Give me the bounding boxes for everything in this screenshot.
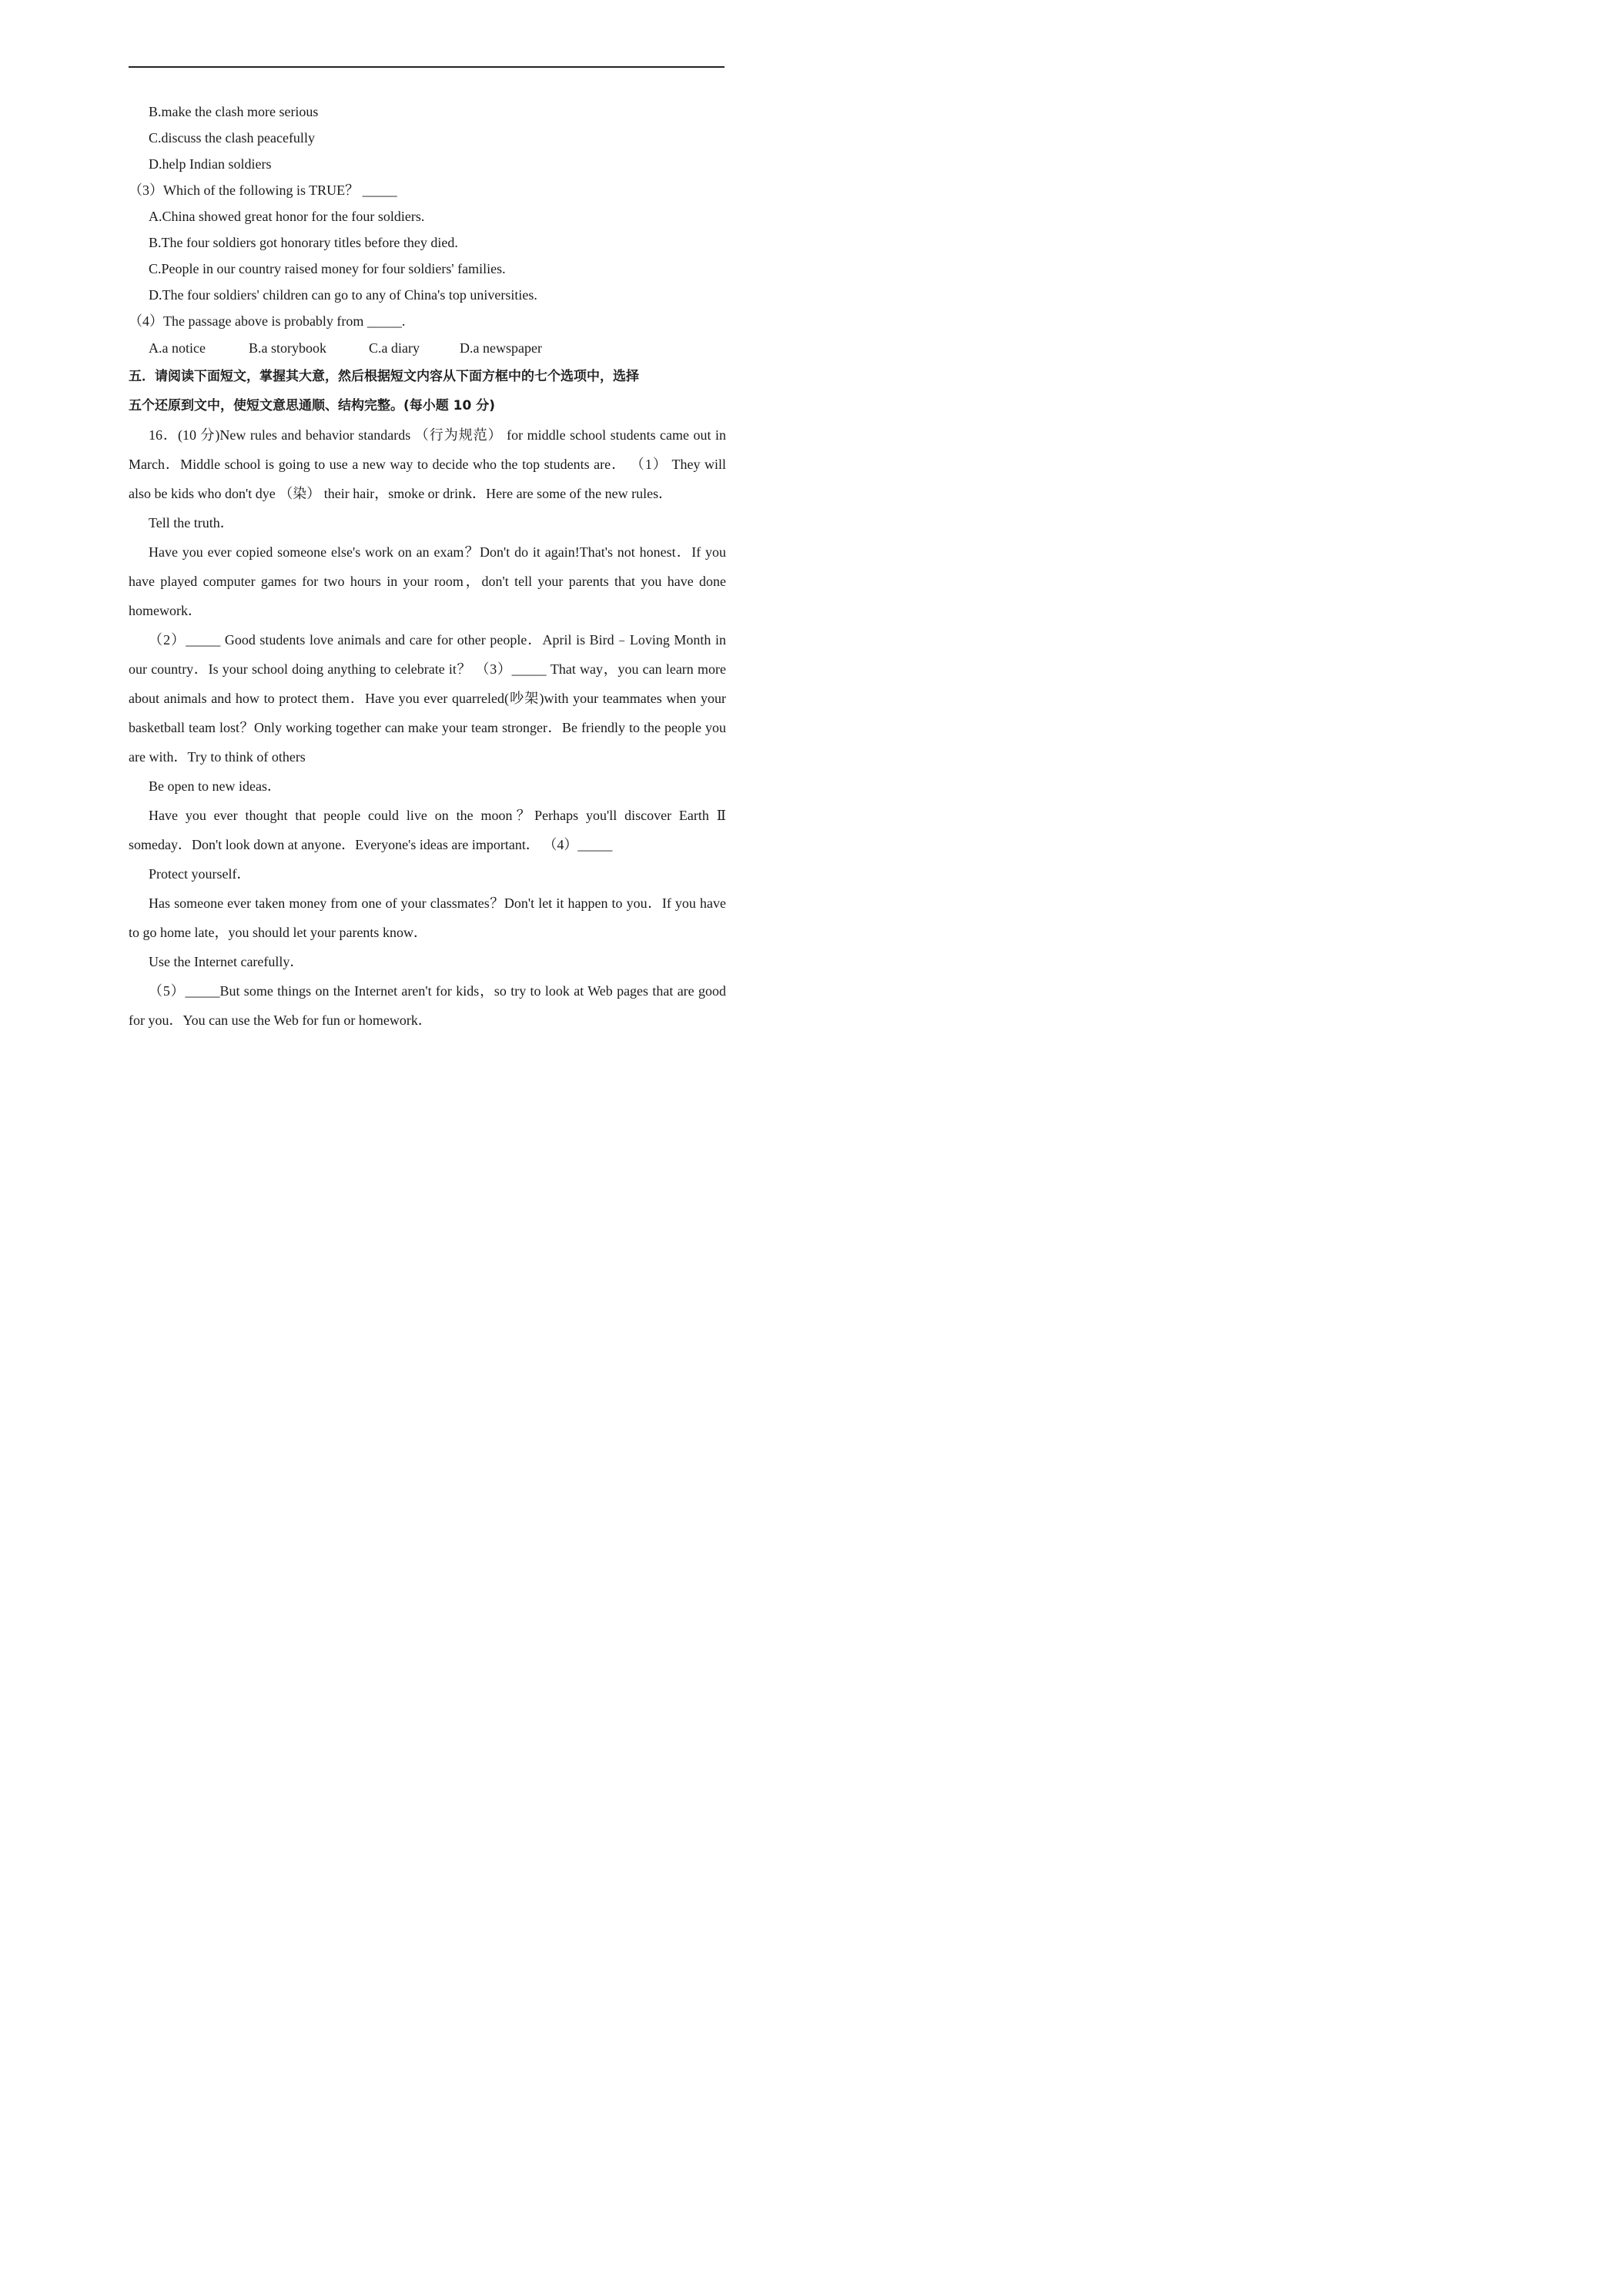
option-q4-a: A.a notice — [149, 340, 206, 356]
passage-intro: 16．(10 分)New rules and behavior standards （行为规范） for middle school students came out in March．Middle school is going to use a new way to decide who the top students are． （1） They will also be kids who don't dye （染） their hair，smoke or drink．Here are some of the new rules． — [129, 427, 726, 501]
rule-4-title: Protect yourself． — [149, 866, 251, 882]
option-q4-b: B.a storybook — [249, 340, 326, 356]
rule-3-text: Have you ever thought that people could live on the moon？Perhaps you'll discover Earth Ⅱ someday．Don't look down at anyone．Everyone's ideas are important． （4）_____ — [129, 808, 726, 852]
header-rule — [129, 66, 724, 68]
option-q3-c: C.People in our country raised money for four soldiers' families. — [149, 261, 506, 276]
question-4-stem: （4）The passage above is probably from _____. — [129, 313, 406, 329]
rule-1-title: Tell the truth． — [149, 515, 234, 530]
rule-1-text: Have you ever copied someone else's work on an exam？Don't do it again!That's not honest．If you have played computer games for two hours in your room，don't tell your parents that you have done homework． — [129, 544, 726, 618]
option-q3-b: B.The four soldiers got honorary titles before they died. — [149, 235, 458, 250]
option-q4-c: C.a diary — [369, 340, 420, 356]
document-body — [129, 99, 726, 1035]
rule-2-text: （2）_____ Good students love animals and care for other people．April is Bird﹣Loving Month in our country．Is your school doing anything to celebrate it？ （3）_____ That way，you can learn more about animals and how to protect them．Have you ever quarreled(吵架)with your teammates when your basketball team lost？Only working together can make your team stronger．Be friendly to the people you are with．Try to think of others — [129, 632, 726, 765]
rule-5-text: （5）_____But some things on the Internet aren't for kids，so try to look at Web pages that are good for you．You can use the Web for fun or homework． — [129, 983, 726, 1028]
option-q4-d: D.a newspaper — [460, 340, 542, 356]
option-q2-b: B.make the clash more serious — [149, 104, 319, 119]
section-five-heading-line1: 五．请阅读下面短文，掌握其大意，然后根据短文内容从下面方框中的七个选项中，选择 — [129, 369, 639, 384]
option-q2-c: C.discuss the clash peacefully — [149, 130, 315, 146]
option-q2-d: D.help Indian soldiers — [149, 156, 272, 172]
option-q3-a: A.China showed great honor for the four soldiers. — [149, 209, 425, 224]
question-3-stem: （3）Which of the following is TRUE？ _____ — [129, 182, 397, 198]
option-q3-d: D.The four soldiers' children can go to any of China's top universities. — [149, 287, 537, 303]
question-4-options — [129, 334, 726, 362]
rule-3-title: Be open to new ideas． — [149, 778, 281, 794]
section-five-heading-line2: 五个还原到文中，使短文意思通顺、结构完整。(每小题 10 分) — [129, 398, 496, 413]
rule-4-text: Has someone ever taken money from one of your classmates？Don't let it happen to you．If you have to go home late，you should let your parents know． — [129, 895, 726, 940]
rule-5-title: Use the Internet carefully． — [149, 954, 304, 969]
